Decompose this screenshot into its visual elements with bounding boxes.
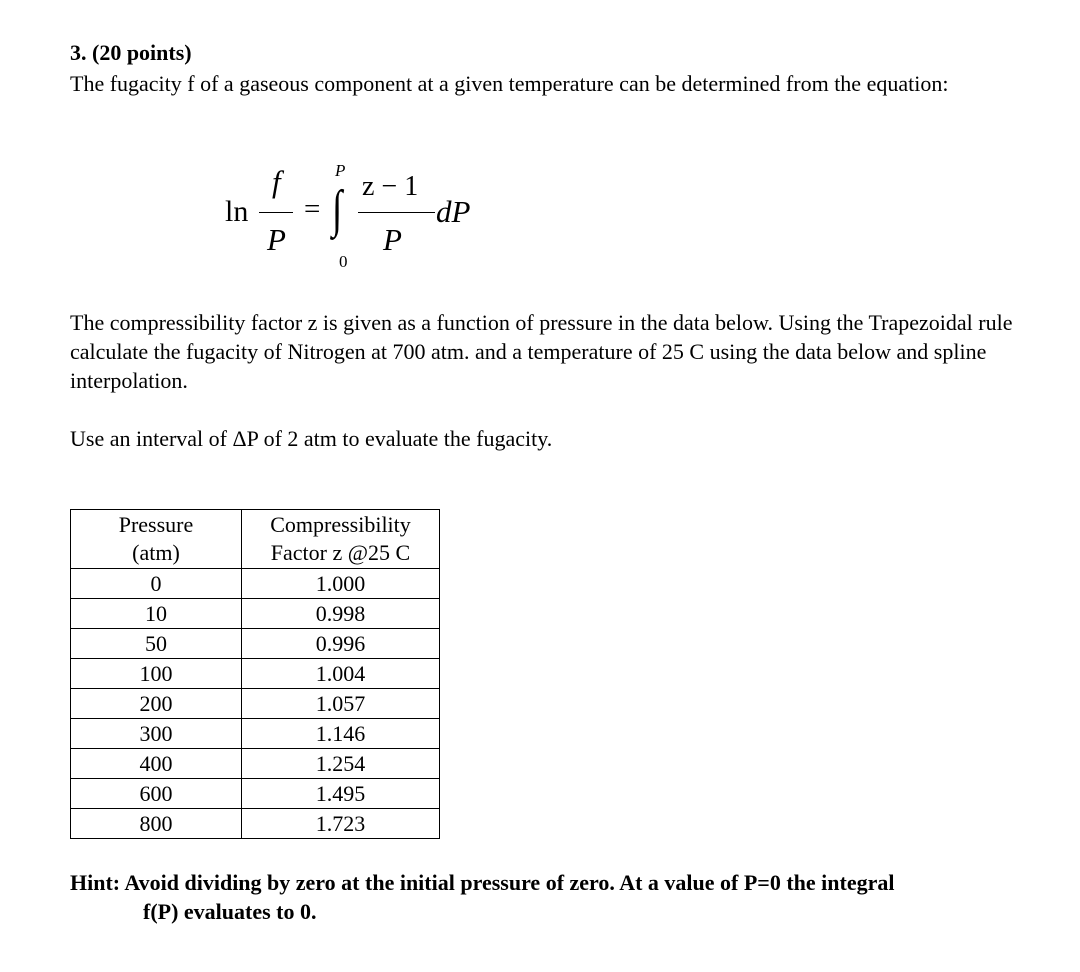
eq-P-denominator-right: P <box>383 222 402 257</box>
pressure-cell: 600 <box>71 779 242 809</box>
compressibility-table <box>70 509 440 839</box>
pressure-cell: 800 <box>71 809 242 839</box>
pressure-cell: 200 <box>71 689 242 719</box>
eq-fraction-bar-right <box>358 212 435 213</box>
eq-P-denominator-left: P <box>267 222 286 257</box>
table-row <box>71 659 440 689</box>
eq-ln: ln <box>225 195 249 228</box>
z-cell: 1.057 <box>242 689 440 719</box>
eq-dP: dP <box>436 194 471 229</box>
table-header-row <box>71 510 440 569</box>
table-row <box>71 599 440 629</box>
intro-text: The fugacity f of a gaseous component at a given temperature can be determined from the equation: <box>70 71 949 96</box>
problem-title: 3. (20 points) <box>70 40 192 65</box>
pressure-cell: 0 <box>71 569 242 599</box>
eq-equals: = <box>304 193 321 225</box>
eq-fraction-bar-left <box>259 212 293 213</box>
z-cell: 0.996 <box>242 629 440 659</box>
header-compressibility: Compressibility Factor z @25 C <box>242 510 440 569</box>
z-cell: 1.000 <box>242 569 440 599</box>
z-cell: 1.254 <box>242 749 440 779</box>
pressure-cell: 50 <box>71 629 242 659</box>
z-cell: 1.004 <box>242 659 440 689</box>
table-row <box>71 809 440 839</box>
table-row <box>71 689 440 719</box>
table-row <box>71 569 440 599</box>
table-row <box>71 779 440 809</box>
hint-line-2: f(P) evaluates to 0. <box>143 899 317 924</box>
interval-text: Use an interval of ΔP of 2 atm to evaluate the fugacity. <box>70 426 553 451</box>
table-row <box>71 719 440 749</box>
eq-integral-sign: ∫ <box>332 181 343 238</box>
fugacity-equation <box>225 162 525 277</box>
pressure-cell: 10 <box>71 599 242 629</box>
header-pressure: Pressure (atm) <box>71 510 242 569</box>
question-text: The compressibility factor z is given as a function of pressure in the data below. Using the Trapezoidal rule calculate the fugacity of Nitrogen at 700 atm. and a temperature of 25 C using the data below and spline interpolation. <box>70 310 1013 393</box>
table-row <box>71 749 440 779</box>
z-cell: 1.495 <box>242 779 440 809</box>
pressure-cell: 400 <box>71 749 242 779</box>
eq-upper-limit: P <box>335 161 346 180</box>
hint-line-1: Hint: Avoid dividing by zero at the initial pressure of zero. At a value of P=0 the integral <box>70 870 895 895</box>
z-cell: 1.146 <box>242 719 440 749</box>
z-cell: 0.998 <box>242 599 440 629</box>
pressure-cell: 300 <box>71 719 242 749</box>
pressure-cell: 100 <box>71 659 242 689</box>
eq-lower-limit: 0 <box>339 252 348 271</box>
hint-text <box>70 868 1060 926</box>
eq-f: f <box>272 164 281 199</box>
eq-numerator: z − 1 <box>362 171 419 202</box>
table-row <box>71 629 440 659</box>
z-cell: 1.723 <box>242 809 440 839</box>
